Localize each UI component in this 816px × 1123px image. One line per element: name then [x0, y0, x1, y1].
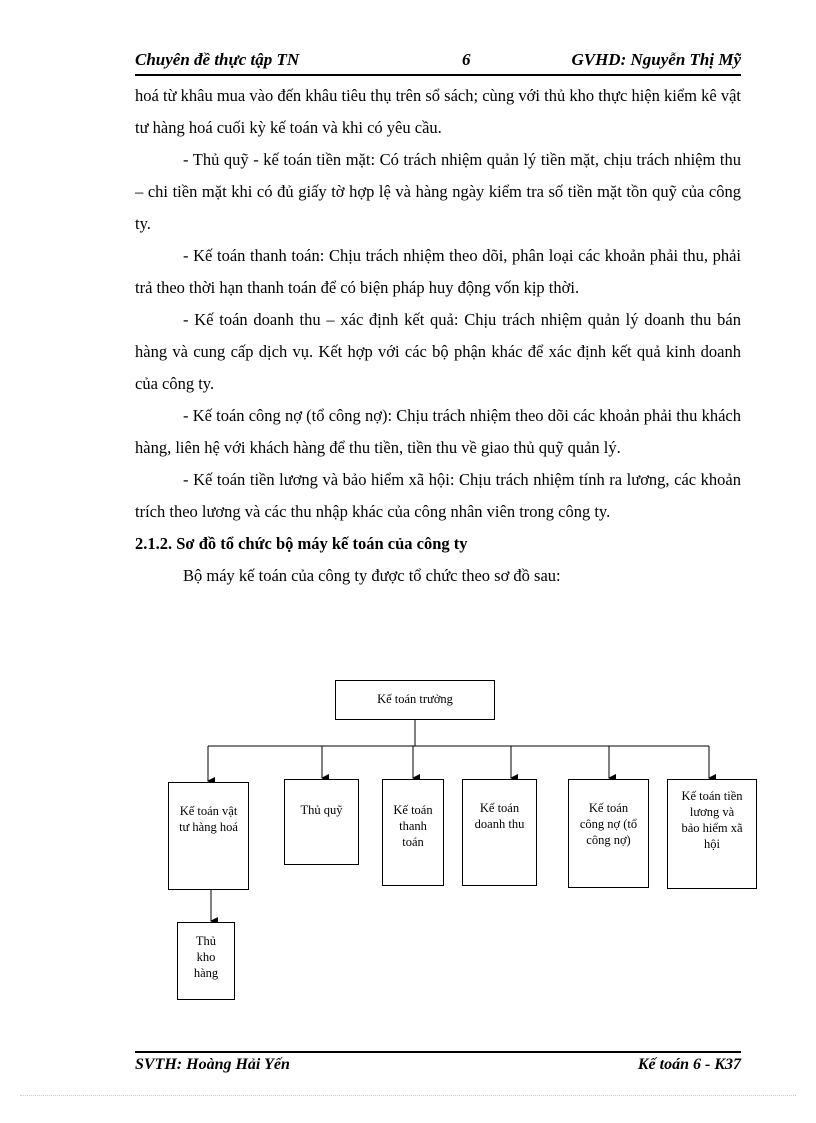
diagram-box-cashier: Thủ quỹ: [284, 779, 359, 865]
header-supervisor: GVHD: Nguyễn Thị Mỹ: [571, 50, 741, 69]
header-title: Chuyên đề thực tập TN: [135, 50, 300, 69]
diagram-box-payroll: Kế toán tiền lương và bảo hiểm xã hội: [667, 779, 757, 889]
footer-student: SVTH: Hoàng Hải Yến: [135, 1056, 290, 1073]
page-footer: [135, 1056, 741, 1078]
paragraph: - Kế toán doanh thu – xác định kết quả: Chịu trách nhiệm quản lý doanh thu bán hàng và cung cấp dịch vụ. Kết hợp với các bộ phận khác để xác định kết quả kinh doanh của công ty.: [135, 310, 741, 393]
paragraph: - Kế toán công nợ (tổ công nợ): Chịu trách nhiệm theo dõi các khoản phải thu khách hàng, liên hệ với khách hàng để thu tiền, tiền thu về giao thủ quỹ quản lý.: [135, 406, 741, 457]
diagram-box-revenue: Kế toán doanh thu: [462, 779, 537, 886]
paragraph: - Kế toán thanh toán: Chịu trách nhiệm theo dõi, phân loại các khoản phải thu, phải trả theo thời hạn thanh toán để có biện pháp huy động vốn kịp thời.: [135, 246, 741, 297]
page-number: 6: [462, 50, 471, 69]
footer-rule: [135, 1051, 741, 1053]
body-text: [135, 80, 741, 592]
paragraph: - Thủ quỹ - kế toán tiền mặt: Có trách nhiệm quản lý tiền mặt, chịu trách nhiệm thu – chi tiền mặt khi có đủ giấy tờ hợp lệ và hàng ngày kiểm tra số tiền mặt tồn quỹ của công ty.: [135, 150, 741, 233]
section-title: 2.1.2. Sơ đồ tổ chức bộ máy kế toán của công ty: [135, 534, 468, 553]
footer-class: Kế toán 6 - K37: [637, 1056, 741, 1073]
page-header: [135, 50, 741, 74]
diagram-root-box: Kế toán trưởng: [335, 680, 495, 720]
paragraph: hoá từ khâu mua vào đến khâu tiêu thụ trên sổ sách; cùng với thủ kho thực hiện kiểm kê vật tư hàng hoá cuối kỳ kế toán và khi có yêu cầu.: [135, 86, 741, 137]
diagram-box-inventory: Kế toán vật tư hàng hoá: [168, 782, 249, 890]
page-bottom-divider: [20, 1095, 796, 1096]
diagram-box-payment: Kế toán thanh toán: [382, 779, 444, 886]
diagram-intro: Bộ máy kế toán của công ty được tổ chức theo sơ đồ sau:: [183, 566, 561, 585]
paragraph: - Kế toán tiền lương và bảo hiểm xã hội: Chịu trách nhiệm tính ra lương, các khoản trích theo lương và các thu nhập khác của công nhân viên trong công ty.: [135, 470, 741, 521]
diagram-box-receivables: Kế toán công nợ (tổ công nợ): [568, 779, 649, 888]
header-rule: [135, 74, 741, 76]
diagram-box-warehouse: Thủ kho hàng: [177, 922, 235, 1000]
